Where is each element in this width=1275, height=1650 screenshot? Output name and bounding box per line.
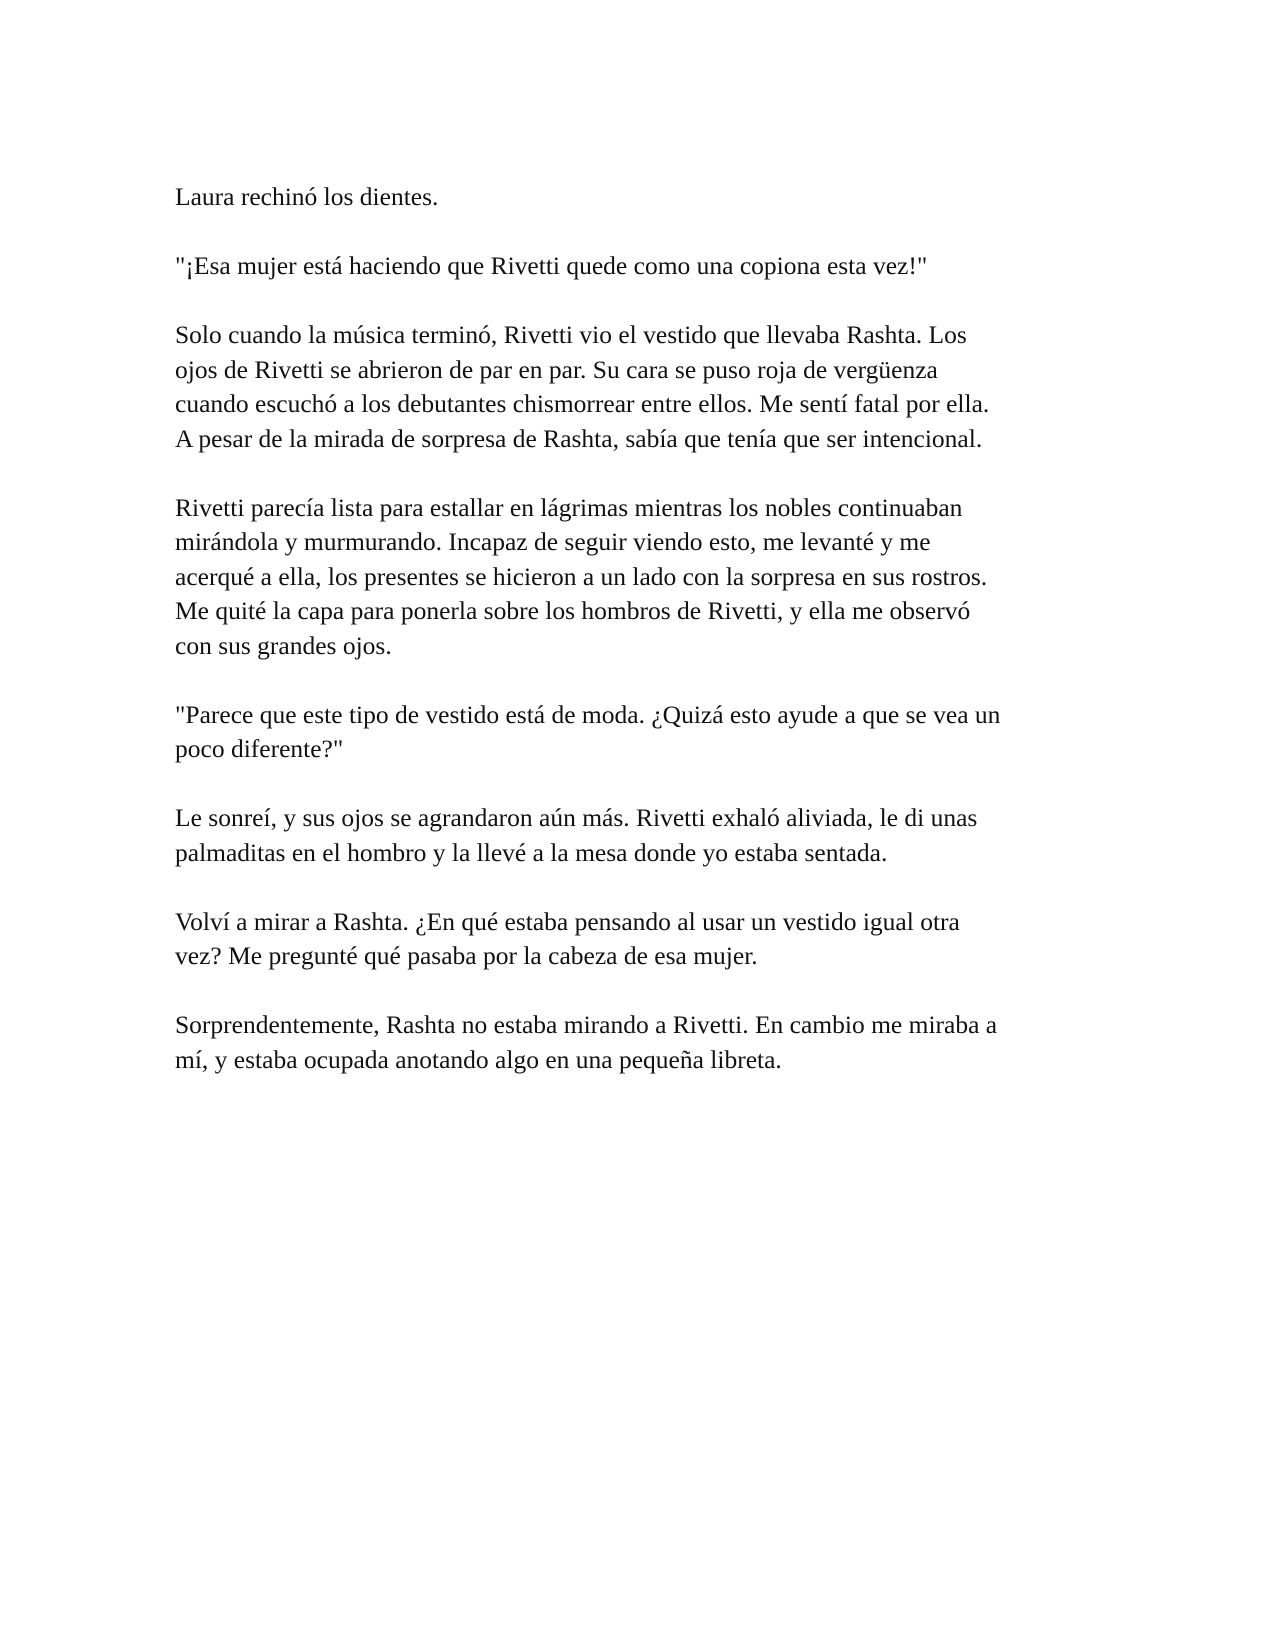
paragraph-7 [175,905,1105,974]
text-line: palmaditas en el hombro y la llevé a la mesa donde yo estaba sentada. [175,837,888,867]
text-line: Le sonreí, y sus ojos se agrandaron aún más. Rivetti exhaló aliviada, le di unas [175,803,978,832]
text-line: A pesar de la mirada de sorpresa de Rashta, sabía que tenía que ser intencional. [175,423,983,453]
text-line: acerqué a ella, los presentes se hicieron a un lado con la sorpresa en sus rostros. [175,561,988,591]
paragraph-4 [175,491,1105,664]
text-line: Rivetti parecía lista para estallar en lágrimas mientras los nobles continuaban [175,492,963,522]
text-line: Me quité la capa para ponerla sobre los hombros de Rivetti, y ella me observó [175,596,971,625]
text-line: vez? Me pregunté qué pasaba por la cabeza de esa mujer. [175,941,758,970]
text-line: "¡Esa mujer está haciendo que Rivetti quede como una copiona esta vez!" [175,251,928,280]
paragraph-5 [175,698,1105,767]
paragraph-2 [175,249,1105,284]
text-line: poco diferente?" [175,734,344,763]
text-line: Sorprendentemente, Rashta no estaba mirando a Rivetti. En cambio me miraba a [175,1010,998,1039]
paragraph-1 [175,180,1105,215]
text-line: mí, y estaba ocupada anotando algo en una pequeña libreta. [175,1044,782,1074]
paragraph-6 [175,801,1105,870]
text-line: "Parece que este tipo de vestido está de moda. ¿Quizá esto ayude a que se vea un [175,699,1001,729]
text-line: cuando escuchó a los debutantes chismorrear entre ellos. Me sentí fatal por ella. [175,389,990,418]
paragraph-8 [175,1008,1105,1077]
document-body [175,180,1105,1112]
text-line: Laura rechinó los dientes. [175,182,439,211]
text-line: mirándola y murmurando. Incapaz de seguir viendo esto, me levanté y me [175,527,931,556]
paragraph-3 [175,318,1105,456]
text-line: ojos de Rivetti se abrieron de par en par. Su cara se puso roja de vergüenza [175,354,938,384]
text-line: Volví a mirar a Rashta. ¿En qué estaba pensando al usar un vestido igual otra [175,906,960,936]
text-line: con sus grandes ojos. [175,630,392,660]
text-line: Solo cuando la música terminó, Rivetti vio el vestido que llevaba Rashta. Los [175,320,967,349]
